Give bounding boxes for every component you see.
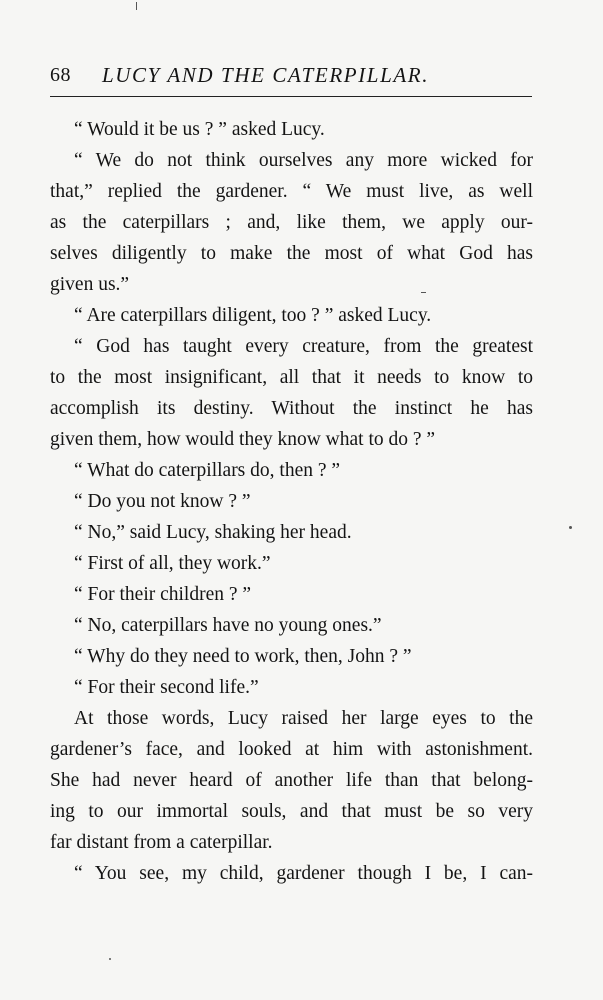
text-line: given us.” [50, 274, 130, 295]
text-line: accomplish its destiny. Without the instinct he has [50, 398, 533, 419]
page-number: 68 [50, 64, 71, 86]
text-line: “ For their second life.” [74, 677, 259, 698]
text-line: “ Would it be us ? ” asked Lucy. [74, 119, 325, 140]
text-line: “ What do caterpillars do, then ? ” [74, 460, 341, 481]
text-line: “ Are caterpillars diligent, too ? ” asked Lucy. [74, 305, 432, 326]
text-line: “ We do not think ourselves any more wicked for [74, 150, 533, 171]
text-line: “ Do you not know ? ” [74, 491, 251, 512]
text-line: selves diligently to make the most of what God has [50, 243, 533, 264]
body-text [50, 114, 533, 889]
text-line: that,” replied the gardener. “ We must live, as well [50, 181, 533, 202]
text-line: “ No, caterpillars have no young ones.” [74, 615, 382, 636]
text-line: “ You see, my child, gardener though I be, I can- [74, 863, 533, 884]
text-line: “ For their children ? ” [74, 584, 252, 605]
print-speck [569, 526, 572, 529]
header-rule [50, 96, 532, 97]
text-line: as the caterpillars ; and, like them, we apply our- [50, 212, 533, 233]
print-speck [136, 2, 137, 10]
print-speck [109, 958, 111, 960]
text-line: “ Why do they need to work, then, John ? ” [74, 646, 412, 667]
text-line: far distant from a caterpillar. [50, 832, 273, 853]
text-line: At those words, Lucy raised her large eyes to the [74, 708, 533, 729]
text-line: “ No,” said Lucy, shaking her head. [74, 522, 352, 543]
text-line: She had never heard of another life than that belong- [50, 770, 533, 791]
text-line: “ First of all, they work.” [74, 553, 271, 574]
text-line: ing to our immortal souls, and that must be so very [50, 801, 533, 822]
text-line: “ God has taught every creature, from the greatest [74, 336, 533, 357]
text-line: gardener’s face, and looked at him with astonishment. [50, 739, 533, 760]
text-line: to the most insignificant, all that it needs to know to [50, 367, 533, 388]
print-speck [421, 292, 426, 293]
page-header [50, 60, 532, 90]
running-title: LUCY AND THE CATERPILLAR. [102, 63, 430, 87]
text-line: given them, how would they know what to do ? ” [50, 429, 436, 450]
